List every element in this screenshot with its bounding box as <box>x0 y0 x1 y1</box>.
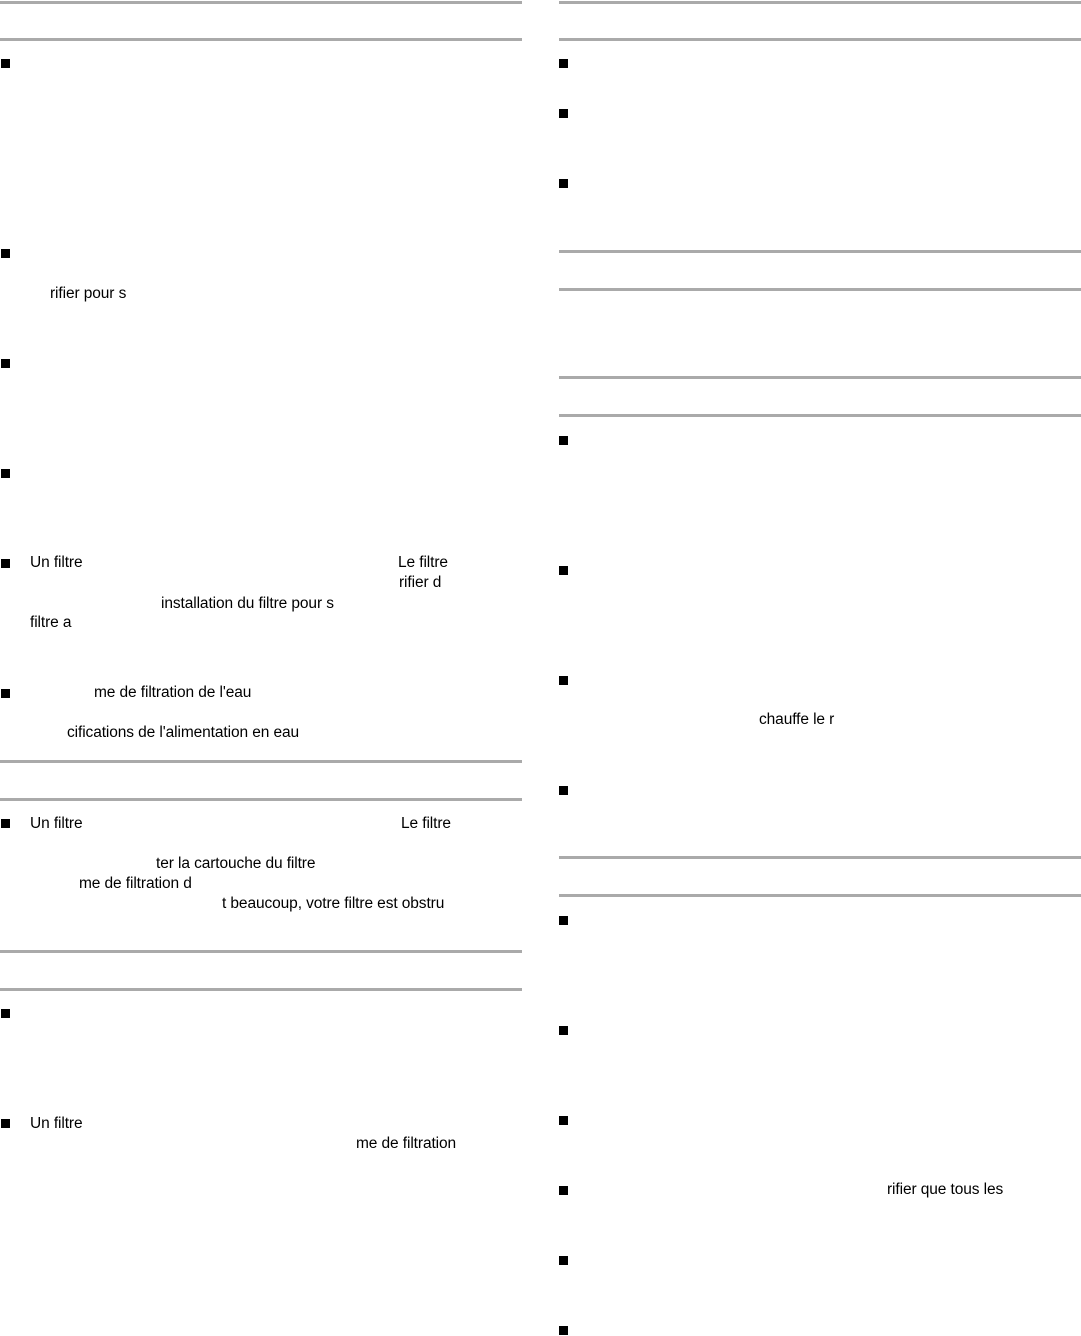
bullet-icon <box>1 359 10 368</box>
bullet-icon <box>559 436 568 445</box>
bullet-icon <box>559 179 568 188</box>
section-rule <box>559 856 1081 859</box>
section-rule <box>559 38 1081 41</box>
bullet-icon <box>1 1119 10 1128</box>
bullet-icon <box>559 59 568 68</box>
bullet-icon <box>559 1026 568 1035</box>
text-fragment: t beaucoup, votre filtre est obstru <box>222 895 445 912</box>
bullet-icon <box>559 1256 568 1265</box>
section-rule <box>0 38 522 41</box>
bullet-icon <box>559 676 568 685</box>
bullet-icon <box>559 1186 568 1195</box>
section-rule <box>0 798 522 801</box>
bullet-icon <box>559 1326 568 1335</box>
section-rule <box>0 760 522 763</box>
text-fragment: Le filtre <box>401 815 451 832</box>
section-rule <box>559 1 1081 4</box>
bullet-icon <box>559 566 568 575</box>
bullet-icon <box>1 1009 10 1018</box>
text-fragment: me de filtration d <box>79 875 192 892</box>
bullet-icon <box>559 1116 568 1125</box>
bullet-icon <box>559 786 568 795</box>
section-rule <box>559 894 1081 897</box>
section-rule <box>559 414 1081 417</box>
bullet-icon <box>559 916 568 925</box>
bullet-icon <box>1 819 10 828</box>
text-fragment: rifier que tous les <box>887 1181 1004 1198</box>
text-fragment: cifications de l'alimentation en eau <box>67 724 300 741</box>
text-fragment: me de filtration de l'eau <box>94 684 252 701</box>
text-fragment: installation du filtre pour s <box>161 595 334 612</box>
text-fragment: Un filtre <box>30 554 83 571</box>
text-fragment: rifier d <box>399 574 442 591</box>
bullet-icon <box>1 689 10 698</box>
bullet-icon <box>1 469 10 478</box>
text-fragment: Le filtre <box>398 554 448 571</box>
text-fragment: Un filtre <box>30 815 83 832</box>
bullet-icon <box>1 59 10 68</box>
section-rule <box>0 950 522 953</box>
text-fragment: filtre a <box>30 614 72 631</box>
section-rule <box>0 1 522 4</box>
text-fragment: Un filtre <box>30 1115 83 1132</box>
bullet-icon <box>1 249 10 258</box>
bullet-icon <box>559 109 568 118</box>
section-rule <box>559 288 1081 291</box>
section-rule <box>559 250 1081 253</box>
text-fragment: me de filtration <box>356 1135 457 1152</box>
text-fragment: chauffe le r <box>759 711 835 728</box>
section-rule <box>0 988 522 991</box>
text-fragment: rifier pour s <box>50 285 127 302</box>
bullet-icon <box>1 559 10 568</box>
text-fragment: ter la cartouche du filtre <box>156 855 316 872</box>
section-rule <box>559 376 1081 379</box>
